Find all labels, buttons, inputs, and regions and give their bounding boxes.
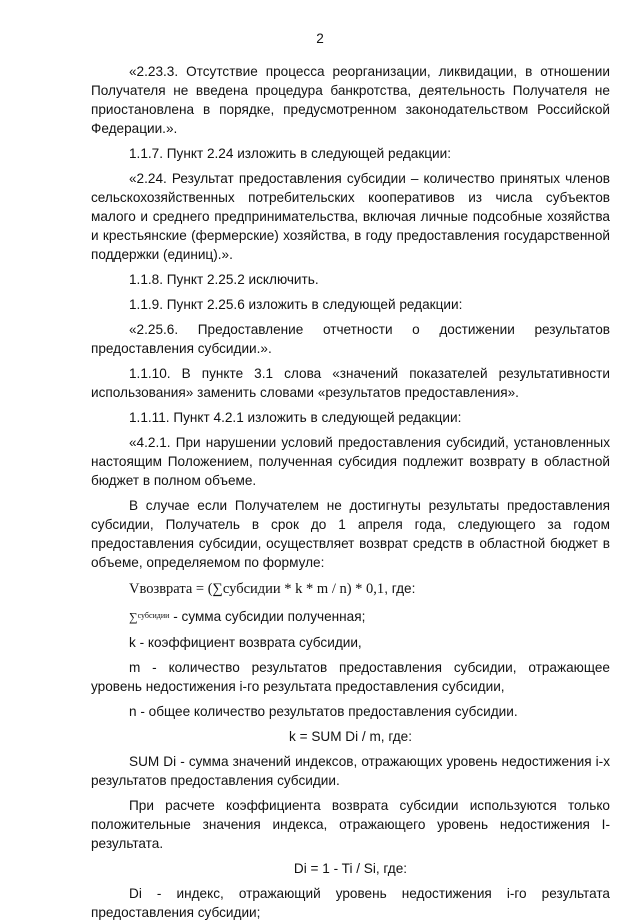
- definition-k: k - коэффициент возврата субсидии,: [129, 635, 362, 650]
- definition-m: m - количество результатов предоставления субсидии, отражающее уровень недостижения i-го результата предоставления субсидии,: [91, 660, 610, 694]
- paragraph-2-24: «2.24. Результат предоставления субсидии – количество принятых членов сельскохозяйственных потребительских кооперативов из числа субъектов малого и среднего предпринимательства, включая личные подсобные хозяйства и крестьянские (фермерские) хозяйства, в году предоставления государственной поддержки (единиц).».: [91, 171, 610, 262]
- formula-refund: [91, 578, 610, 600]
- formula-di: Di = 1 - Ti / Si, где:: [293, 861, 408, 876]
- paragraph-1-1-7: 1.1.7. Пункт 2.24 изложить в следующей редакции:: [129, 146, 452, 161]
- paragraph-4-2-1: «4.2.1. При нарушении условий предоставления субсидий, установленных настоящим Положением, полученная субсидия подлежит возврату в областной бюджет в полном объеме.: [91, 435, 610, 488]
- definition-n: n - общее количество результатов предоставления субсидии.: [129, 704, 518, 719]
- sigma-definition-text: - сумма субсидии полученная;: [173, 609, 366, 624]
- paragraph-refund-conditions: В случае если Получателем не достигнуты результаты предоставления субсидии, Получатель в срок до 1 апреля года, следующего за годом предоставления субсидии, осуществляет возврат средств в областной бюджет в объеме, определяемом по формуле:: [91, 498, 610, 570]
- formula-expression: Vвозврата = (∑субсидии * k * m / n) * 0,1: [129, 581, 385, 597]
- paragraph-1-1-8: 1.1.8. Пункт 2.25.2 исключить.: [129, 272, 319, 287]
- paragraph-2-25-6: «2.25.6. Предоставление отчетности о достижении результатов предоставления субсидии.».: [91, 322, 610, 356]
- page-number: 2: [316, 31, 324, 46]
- document-body: [91, 62, 610, 922]
- paragraph-positive-index: При расчете коэффициента возврата субсидии используются только положительные значения индекса, отражающего уровень недостижения I-результата.: [91, 798, 610, 851]
- sigma-symbol: ∑: [129, 610, 138, 624]
- sigma-subscript: субсидии: [137, 611, 170, 620]
- formula-k: k = SUM Di / m, где:: [289, 729, 412, 744]
- paragraph-2-23-3: «2.23.3. Отсутствие процесса реорганизации, ликвидации, в отношении Получателя не введена процедура банкротства, деятельность Получателя не приостановлена в порядке, предусмотренном законодательством Российской Федерации.».: [91, 64, 610, 136]
- definition-sum-di: SUM Di - сумма значений индексов, отражающих уровень недостижения i-х результатов предоставления субсидии.: [91, 754, 610, 788]
- definition-sigma-subsidy: [91, 606, 610, 627]
- paragraph-1-1-9: 1.1.9. Пункт 2.25.6 изложить в следующей редакции:: [129, 297, 463, 312]
- definition-di: Di - индекс, отражающий уровень недостижения i-го результата предоставления субсидии;: [91, 886, 610, 920]
- paragraph-1-1-11: 1.1.11. Пункт 4.2.1 изложить в следующей редакции:: [129, 410, 462, 425]
- paragraph-1-1-10: 1.1.10. В пункте 3.1 слова «значений показателей результативности использования» заменить словами «результатов предоставления».: [91, 366, 610, 400]
- formula-suffix: , где:: [384, 581, 416, 596]
